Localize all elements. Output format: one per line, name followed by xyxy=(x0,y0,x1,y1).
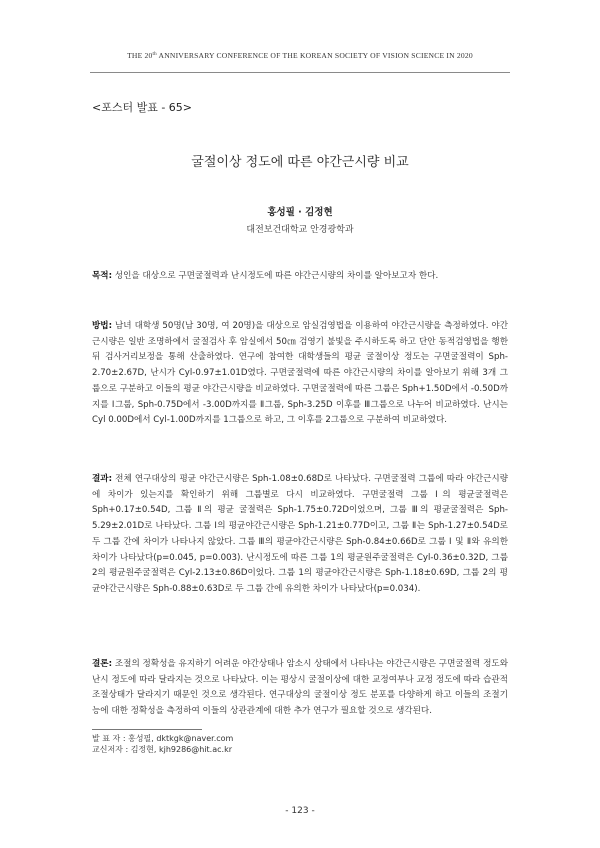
section-conclusion-text: 조절의 정확성을 유지하기 어려운 야간상태나 암소시 상태에서 나타나는 야간근시량은 구면굴절력 정도와 난시 정도에 따라 달라지는 것으로 나타났다. 이는 평상시 굴절이상에 대한 교정여부나 교정 정도에 따라 습관적 조절상태가 달라지기 때문인 것으로 생각된다. 연구대상의 굴절이상 정도 분포를 다양하게 하고 이들의 조절기능에 대한 정확성을 측정하여 이들의 상관관계에 대한 추가 연구가 필요할 것으로 생각된다. xyxy=(92,659,508,717)
section-conclusion xyxy=(92,657,508,720)
section-methods-text: 남녀 대학생 50명(남 30명, 여 20명)을 대상으로 암실검영법을 이용하여 야간근시량을 측정하였다. 야간근시량은 일반 조명하에서 굴절검사 후 암실에서 50㎝ 검영기 불빛을 주시하도록 하고 단안 동적검영법을 행한 뒤 검사거리보정을 통해 산출하였다. 연구에 참여한 대학생들의 평균 굴절이상 정도는 구면굴절력이 Sph-2.70±2.67D, 난시가 Cyl-0.97±1.01D였다. 구면굴절력에 따른 야간근시량의 차이를 알아보기 위해 3개 그룹으로 구분하고 이들의 평균 야간근시량을 비교하였다. 구면굴절력에 따른 그룹은 Sph+1.50D에서 -0.50D까지를 Ⅰ그룹, Sph-0.75D에서 -3.00D까지를 Ⅱ그룹, Sph-3.25D 이후를 Ⅲ그룹으로 나누어 비교하였다. 난시는 Cyl 0.00D에서 Cyl-1.00D까지를 1그룹으로 하고, 그 이후를 2그룹으로 구분하여 비교하였다. xyxy=(92,321,508,426)
section-conclusion-label: 결론: xyxy=(92,659,113,669)
header-divider xyxy=(90,72,510,73)
footnote-presenter: 발 표 자 : 홍성필, dktkgk@naver.com xyxy=(92,734,234,743)
section-purpose-label: 목적: xyxy=(92,271,113,281)
footnote-corresponding-author: 교신저자 : 김정현, kjh9286@hit.ac.kr xyxy=(92,745,232,754)
paper-title: 굴절이상 정도에 따른 야간근시량 비교 xyxy=(191,155,409,170)
poster-number: <포스터 발표 - 65> xyxy=(92,101,193,114)
section-purpose xyxy=(92,269,508,285)
header-superscript: th xyxy=(152,52,157,57)
section-results-label: 결과: xyxy=(92,474,113,484)
section-methods xyxy=(92,319,508,429)
footnote-divider xyxy=(92,729,202,730)
authors: 홍성필 · 김정현 xyxy=(267,207,333,218)
section-results-text: 전체 연구대상의 평균 야간근시량은 Sph-1.08±0.68D로 나타났다. 구면굴절력 그룹에 따라 야간근시량에 차이가 있는지를 확인하기 위해 그룹별로 다시 비교하였다. 구면굴절력 그룹 Ⅰ의 평균굴절력은 Sph+0.17±0.54D, 그룹 Ⅱ의 평균 굴절력은 Sph-1.75±0.72D이었으며, 그룹 Ⅲ의 평균굴절력은 Sph-5.29±2.01D로 나타났다. 그룹 Ⅰ의 평균야간근시량은 Sph-1.21±0.77D이고, 그룹 Ⅱ는 Sph-1.27±0.54D로 두 그룹 간에 차이가 나타나지 않았다. 그룹 Ⅲ의 평균야간근시량은 Sph-0.84±0.66D로 그룹 Ⅰ 및 Ⅱ와 유의한 차이가 나타났다(p=0.045, p=0.003). 난시정도에 따른 그룹 1의 평균원주굴절력은 Cyl-0.36±0.32D, 그룹 2의 평균원주굴절력은 Cyl-2.13±0.86D이었다. 그룹 1의 평균야간근시량은 Sph-1.18±0.69D, 그룹 2의 평균야간근시량은 Sph-0.88±0.63D로 두 그룹 간에 유의한 차이가 나타났다(p=0.034). xyxy=(92,474,508,594)
section-results xyxy=(92,472,508,598)
page-number: - 123 - xyxy=(285,806,315,816)
running-header xyxy=(0,51,600,60)
header-text-pre: THE 20 xyxy=(127,51,153,60)
affiliation: 대전보건대학교 안경광학과 xyxy=(246,225,354,235)
header-text-post: ANNIVERSARY CONFERENCE OF THE KOREAN SOCIETY OF VISION SCIENCE IN 2020 xyxy=(156,51,473,60)
section-methods-label: 방법: xyxy=(92,321,113,331)
section-purpose-text: 성인을 대상으로 구면굴절력과 난시정도에 따른 야간근시량의 차이를 알아보고자 한다. xyxy=(112,271,439,281)
